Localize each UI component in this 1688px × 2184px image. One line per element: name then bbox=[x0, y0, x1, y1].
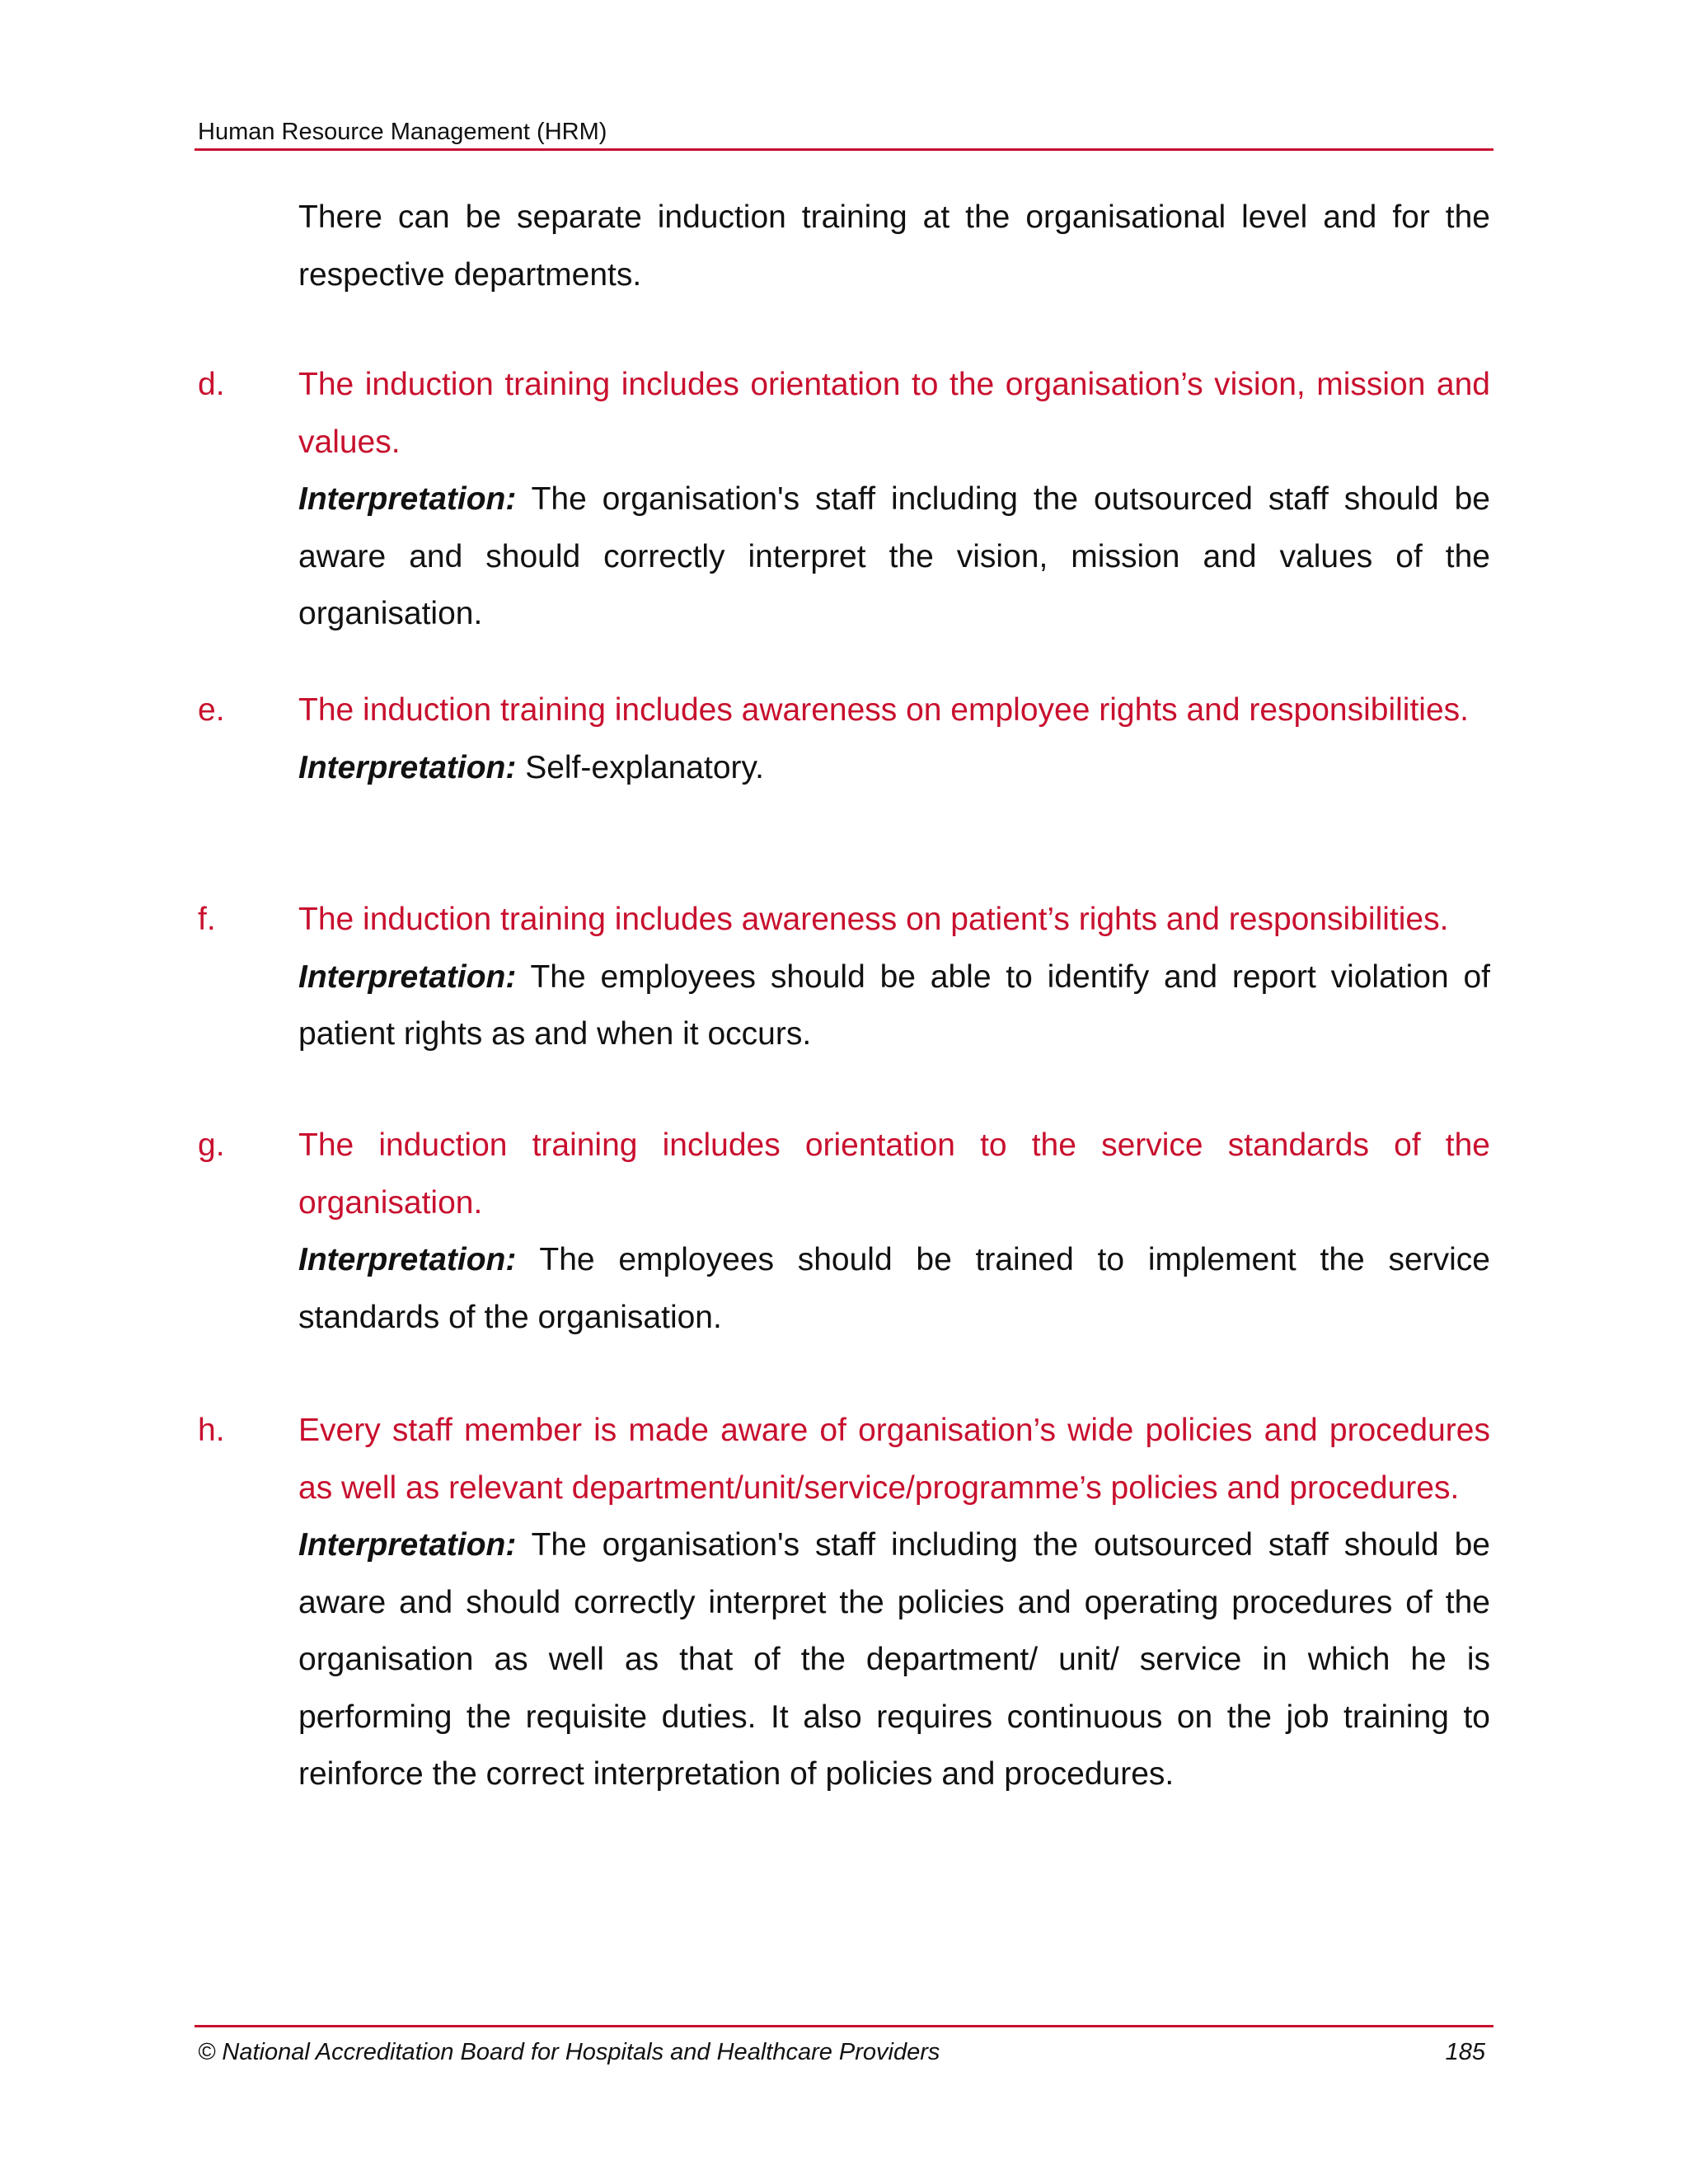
item-marker: f. bbox=[198, 902, 216, 937]
item-body bbox=[298, 1402, 1490, 1803]
interpretation-text: The organisation's staff including the outsourced staff should be aware and should correctly interpret the policies and operating procedures of the organisation as well as that of the department/ unit/ service in which he is performing the requisite duties. It also requires continuous on the job training to reinforce the correct interpretation of policies and procedures. bbox=[298, 1527, 1490, 1792]
interpretation-text: The employees should be able to identify and report violation of patient rights as and when it occurs. bbox=[298, 958, 1490, 1052]
interpretation-text: The organisation's staff including the outsourced staff should be aware and should correctly interpret the vision, mission and values of the organisation. bbox=[298, 481, 1490, 631]
criterion-text: The induction training includes orientation to the service standards of the organisation. bbox=[298, 1127, 1490, 1221]
item-body bbox=[298, 1117, 1490, 1346]
running-header: Human Resource Management (HRM) bbox=[198, 119, 607, 145]
item-body bbox=[298, 682, 1490, 796]
interpretation-label: Interpretation: bbox=[298, 481, 517, 517]
criterion-text: The induction training includes orientation to the organisation’s vision, mission and values. bbox=[298, 367, 1490, 460]
interpretation-label: Interpretation: bbox=[298, 1242, 517, 1277]
interpretation-text: Self-explanatory. bbox=[525, 749, 764, 785]
item-body bbox=[298, 891, 1490, 1063]
interpretation-block bbox=[298, 739, 1490, 797]
footer-copyright: © National Accreditation Board for Hospitals and Healthcare Providers bbox=[198, 2039, 940, 2065]
item-body bbox=[298, 356, 1490, 643]
interpretation-block bbox=[298, 1516, 1490, 1803]
interpretation-label: Interpretation: bbox=[298, 958, 517, 995]
interpretation-label: Interpretation: bbox=[298, 1527, 517, 1563]
footer-rule bbox=[195, 2025, 1493, 2027]
interpretation-block bbox=[298, 949, 1490, 1063]
item-marker: e. bbox=[198, 692, 225, 728]
item-marker: g. bbox=[198, 1127, 225, 1163]
interpretation-block bbox=[298, 471, 1490, 643]
header-rule bbox=[195, 148, 1493, 151]
criterion-text: Every staff member is made aware of organisation’s wide policies and procedures as well as relevant department/unit/service/programme’s policies and procedures. bbox=[298, 1413, 1490, 1506]
criterion-text: The induction training includes awareness on patient’s rights and responsibilities. bbox=[298, 902, 1449, 937]
interpretation-block bbox=[298, 1231, 1490, 1346]
page-number: 185 bbox=[1445, 2039, 1485, 2065]
criterion-text: The induction training includes awareness on employee rights and responsibilities. bbox=[298, 692, 1469, 728]
item-marker: d. bbox=[198, 367, 225, 402]
item-marker: h. bbox=[198, 1413, 225, 1448]
interpretation-label: Interpretation: bbox=[298, 749, 517, 785]
intro-paragraph: There can be separate induction training at the organisational level and for the respective departments. bbox=[298, 199, 1490, 293]
interpretation-text: The employees should be trained to implement the service standards of the organisation. bbox=[298, 1242, 1490, 1335]
